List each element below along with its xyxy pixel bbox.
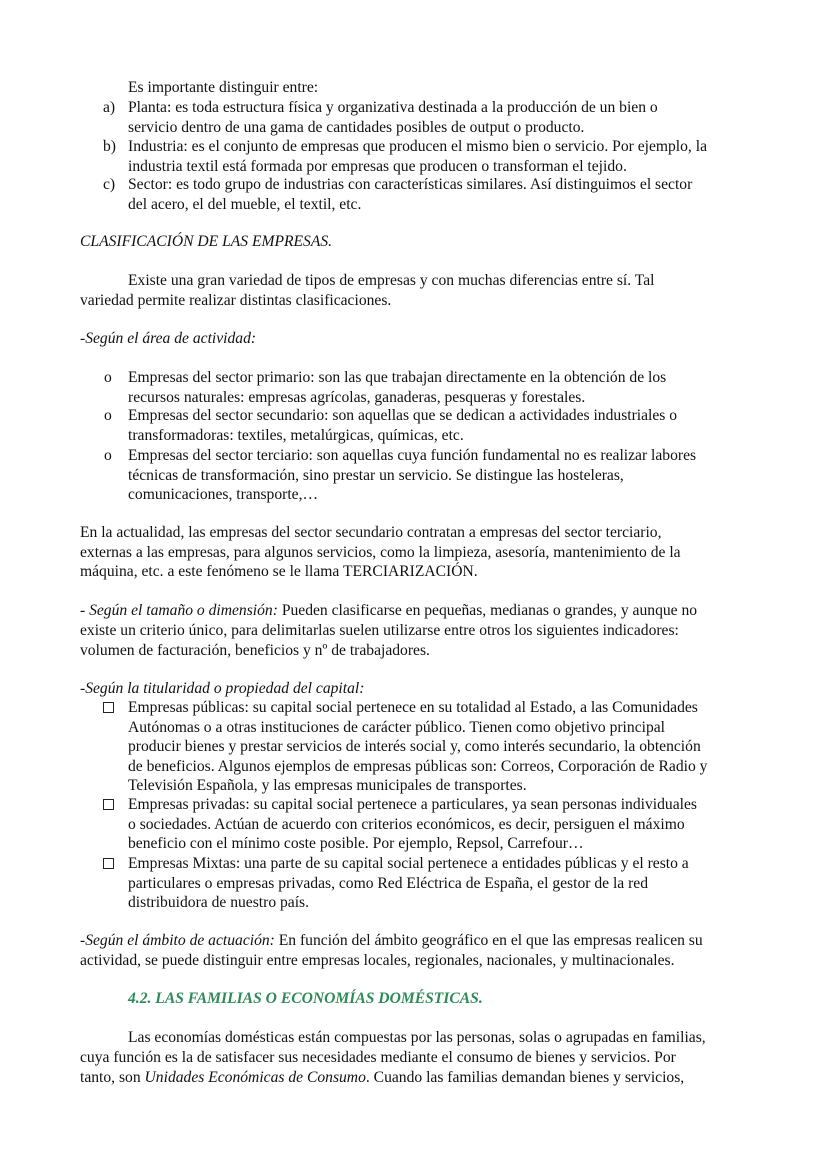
text-segment: tanto, son: [80, 1069, 145, 1086]
intro-text: [128, 78, 318, 98]
text-segment: existe un criterio único, para delimitarlas suelen utilizarse entre otros los siguientes indicadores:: [80, 622, 679, 639]
text-segment: actividad, se puede distinguir entre empresas locales, regionales, nacionales, y multinacionales.: [80, 952, 675, 969]
paragraph-line: [128, 271, 654, 291]
list-item-line: [128, 157, 627, 177]
text-segment: Existe una gran variedad de tipos de empresas y con muchas diferencias entre sí. Tal: [128, 272, 655, 289]
text-segment: Televisión Española, y las empresas municipales de transportes.: [128, 777, 527, 794]
text-segment: variedad permite realizar distintas clasificaciones.: [80, 291, 392, 309]
checkbox-bullet-icon: [103, 799, 114, 810]
circle-bullet: o: [104, 447, 112, 464]
text-segment: Autónomas o a otras instituciones de carácter público. Tienen como objetivo principal: [128, 718, 665, 736]
text-segment: distribuidora de nuestro país.: [128, 894, 310, 911]
list-item-line: [128, 815, 685, 835]
square-bullet: [103, 698, 114, 718]
text-segment: - Según el tamaño o dimensión:: [80, 602, 278, 619]
text-segment: Sector: es todo grupo de industrias con características similares. Así distinguimos el sector: [128, 176, 693, 193]
text-segment: Empresas del sector primario: son las que trabajan directamente en la obtención de los: [128, 369, 667, 386]
text-segment: Empresas privadas: su capital social pertenece a particulares, ya sean personas individuales: [128, 796, 697, 813]
paragraph-line: [80, 1068, 684, 1088]
square-bullet: [103, 854, 114, 874]
text-segment: técnicas de transformación, sino prestar un servicio. Se distingue las hosteleras,: [128, 466, 624, 484]
list-item-line: [128, 406, 677, 426]
text-segment: -Según el área de actividad:: [80, 330, 257, 347]
text-segment: o sociedades. Actúan de acuerdo con criterios económicos, es decir, persiguen el máximo: [128, 815, 685, 833]
list-item-line: [128, 368, 666, 388]
list-item-line: [128, 195, 361, 215]
list-item-line: [128, 737, 701, 757]
text-segment: -Según la titularidad o propiedad del capital:: [80, 680, 365, 697]
text-segment: servicio dentro de una gama de cantidades posibles de output o producto.: [128, 118, 585, 136]
paragraph-line: [80, 601, 697, 621]
text-segment: CLASIFICACIÓN DE LAS EMPRESAS.: [80, 233, 333, 250]
list-item-line: [128, 175, 692, 195]
list-item-line: [128, 426, 464, 446]
square-bullet: [103, 795, 114, 815]
text-segment: de beneficios. Algunos ejemplos de empresas públicas son: Correos, Corporación de Radio y: [128, 757, 708, 775]
list-item-line: [128, 466, 624, 486]
text-segment: Empresas del sector terciario: son aquellas cuya función fundamental no es realizar labores: [128, 447, 697, 464]
text-segment: producir bienes y prestar servicios de interés social y, como interés secundario, la obtención: [128, 738, 701, 755]
text-segment: -Según el ámbito de actuación:: [80, 932, 275, 949]
list-item-line: [128, 795, 697, 815]
list-item-line: [128, 874, 648, 894]
text-segment: En la actualidad, las empresas del sector secundario contratan a empresas del sector terciario,: [80, 524, 662, 541]
list-item-line: [128, 388, 585, 408]
text-segment: máquina, etc. a este fenómeno se le llama TERCIARIZACIÓN.: [80, 563, 478, 580]
paragraph-line: [80, 641, 430, 661]
paragraph-line: [80, 562, 478, 582]
text-segment: recursos naturales: empresas agrícolas, ganaderas, pesqueras y forestales.: [128, 388, 586, 406]
text-segment: 4.2. LAS FAMILIAS O ECONOMÍAS DOMÉSTICAS.: [128, 990, 483, 1007]
text-segment: Unidades Económicas de Consumo: [144, 1069, 366, 1086]
list-item-line: [128, 98, 658, 118]
list-item-line: [128, 893, 309, 913]
text-segment: cuya función es la de satisfacer sus necesidades mediante el consumo de bienes y servicios. Por: [80, 1048, 676, 1066]
paragraph-line: [80, 1048, 676, 1068]
list-marker: b): [103, 138, 116, 155]
text-segment: particulares o empresas privadas, como Red Eléctrica de España, el gestor de la red: [128, 874, 649, 892]
paragraph-line: [80, 523, 661, 543]
text-segment: Empresas Mixtas: una parte de su capital social pertenece a entidades públicas y el resto a: [128, 855, 689, 872]
section-heading: [80, 232, 332, 252]
text-segment: Empresas del sector secundario: son aquellas que se dedican a actividades industriales o: [128, 407, 678, 424]
list-item-line: [128, 854, 689, 874]
text-segment: externas a las empresas, para algunos servicios, como la limpieza, asesoría, mantenimiento de la: [80, 543, 681, 561]
list-item-line: [128, 718, 665, 738]
text-segment: beneficio con el mínimo coste posible. Por ejemplo, Repsol, Carrefour…: [128, 835, 584, 852]
text-segment: transformadoras: textiles, metalúrgicas, químicas, etc.: [128, 426, 464, 444]
paragraph-line: [80, 621, 679, 641]
list-item-line: [128, 118, 584, 138]
text-segment: del acero, el del mueble, el textil, etc.: [128, 195, 362, 213]
text-segment: Empresas públicas: su capital social pertenece en su totalidad al Estado, a las Comunidades: [128, 699, 698, 716]
text-segment: . Cuando las familias demandan bienes y servicios,: [365, 1069, 685, 1086]
list-marker: a): [103, 99, 116, 116]
text-segment: industria textil está formada por empresas que producen o transforman el tejido.: [128, 157, 627, 175]
text-segment: Industria: es el conjunto de empresas que producen el mismo bien o servicio. Por ejemplo, la: [128, 138, 707, 155]
text-segment: Planta: es toda estructura física y organizativa destinada a la producción de un bien o: [128, 99, 658, 116]
circle-bullet: o: [104, 407, 112, 424]
checkbox-bullet-icon: [103, 858, 114, 869]
text-segment: Pueden clasificarse en pequeñas, medianas o grandes, y aunque no: [277, 602, 698, 619]
subsection-label: [80, 329, 256, 349]
section-heading-familias: [128, 989, 483, 1009]
paragraph-line: [80, 951, 675, 971]
paragraph-line: [80, 291, 391, 311]
text-segment: En función del ámbito geográfico en el que las empresas realicen su: [274, 932, 703, 949]
list-item-line: [128, 757, 707, 777]
list-item-line: [128, 698, 698, 718]
text-segment: Es importante distinguir entre:: [128, 79, 319, 96]
text-segment: Las economías domésticas están compuestas por las personas, solas o agrupadas en familias,: [128, 1029, 706, 1046]
subsection-label: [80, 679, 364, 699]
circle-bullet: o: [104, 369, 112, 386]
paragraph-line: [80, 931, 703, 951]
list-marker: c): [103, 176, 116, 193]
checkbox-bullet-icon: [103, 702, 114, 713]
list-item-line: [128, 776, 527, 796]
list-item-line: [128, 485, 318, 505]
list-item-line: [128, 834, 584, 854]
paragraph-line: [128, 1028, 706, 1048]
paragraph-line: [80, 543, 681, 563]
list-item-line: [128, 137, 707, 157]
text-segment: comunicaciones, transporte,…: [128, 486, 319, 503]
list-item-line: [128, 446, 696, 466]
text-segment: volumen de facturación, beneficios y nº de trabajadores.: [80, 641, 430, 659]
